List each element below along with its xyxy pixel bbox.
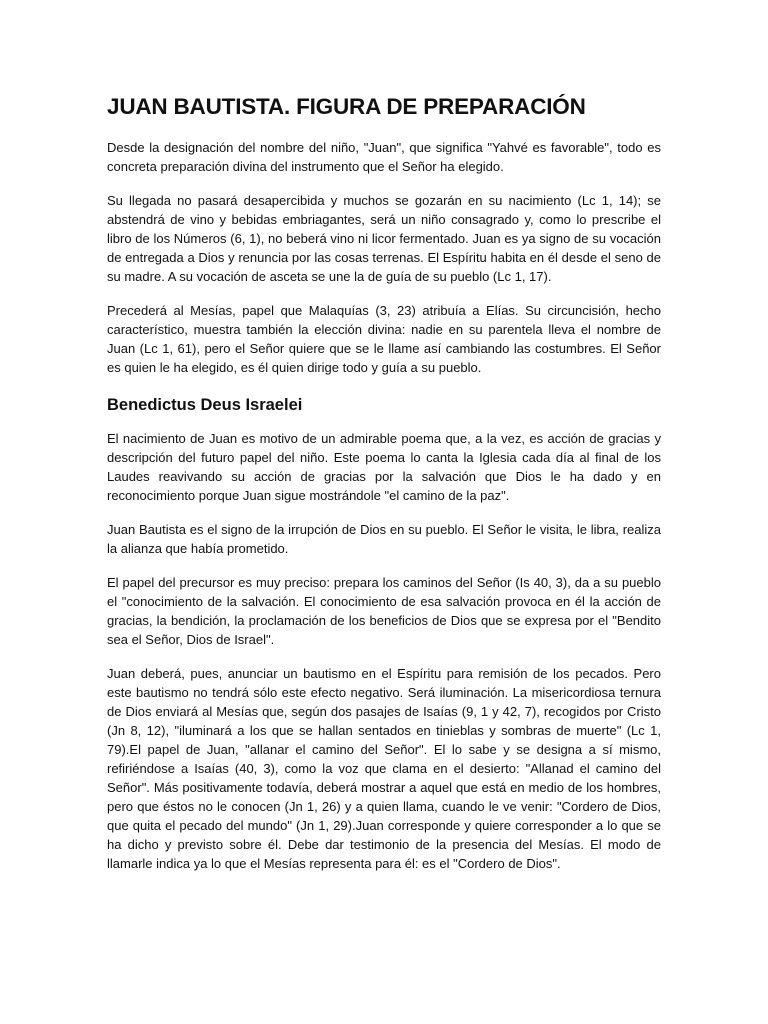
intro-paragraph-1: Desde la designación del nombre del niño, "Juan", que significa "Yahvé es favorable", todo es concreta preparación divina del instrumento que el Señor ha elegido. (107, 140, 661, 174)
intro-paragraph-3: Precederá al Mesías, papel que Malaquías (3, 23) atribuía a Elías. Su circuncisión, hecho característico, muestra también la elección divina: nadie en su parentela lleva el nombre de Juan (Lc 1, 61), pero el Señor quiere que se le llame así cambiando las costumbres. El Señor es quien le ha elegido, es él quien dirige todo y guía a su pueblo. (107, 303, 661, 375)
document-title: JUAN BAUTISTA. FIGURA DE PREPARACIÓN (107, 94, 586, 119)
section-heading: Benedictus Deus Israelei (107, 396, 303, 414)
section-paragraph-2: Juan Bautista es el signo de la irrupción de Dios en su pueblo. El Señor le visita, le libra, realiza la alianza que había prometido. (107, 522, 661, 556)
intro-paragraph-2: Su llegada no pasará desapercibida y muchos se gozarán en su nacimiento (Lc 1, 14); se abstendrá de vino y bebidas embriagantes, será un niño consagrado y, como lo prescribe el libro de los Números (6, 1), no beberá vino ni licor fermentado. Juan es ya signo de su vocación de entregada a Dios y renuncia por las cosas terrenas. El Espíritu habita en él desde el seno de su madre. A su vocación de asceta se une la de guía de su pueblo (Lc 1, 17). (107, 193, 661, 284)
section-paragraph-4: Juan deberá, pues, anunciar un bautismo en el Espíritu para remisión de los pecados. Pero este bautismo no tendrá sólo este efecto negativo. Será iluminación. La misericordiosa ternura de Dios enviará al Mesías que, según dos pasajes de Isaías (9, 1 y 42, 7), recogidos por Cristo (Jn 8, 12), "iluminará a los que se hallan sentados en tinieblas y sombras de muerte" (Lc 1, 79).El papel de Juan, "allanar el camino del Señor". El lo sabe y se designa a sí mismo, refiriéndose a Isaías (40, 3), como la voz que clama en el desierto: "Allanad el camino del Señor". Más positivamente todavía, deberá mostrar a aquel que está en medio de los hombres, pero que éstos no le conocen (Jn 1, 26) y a quien llama, cuando le ve venir: "Cordero de Dios, que quita el pecado del mundo" (Jn 1, 29).Juan corresponde y quiere corresponder a lo que se ha dicho y previsto sobre él. Debe dar testimonio de la presencia del Mesías. El modo de llamarle indica ya lo que el Mesías representa para él: es el "Cordero de Dios". (107, 666, 661, 871)
section-paragraph-3: El papel del precursor es muy preciso: prepara los caminos del Señor (Is 40, 3), da a su pueblo el "conocimiento de la salvación. El conocimiento de esa salvación provoca en él la acción de gracias, la bendición, la proclamación de los beneficios de Dios que se expresa por el "Bendito sea el Señor, Dios de Israel". (107, 575, 661, 647)
section-paragraph-1: El nacimiento de Juan es motivo de un admirable poema que, a la vez, es acción de gracias y descripción del futuro papel del niño. Este poema lo canta la Iglesia cada día al final de los Laudes reavivando su acción de gracias por la salvación que Dios le ha dado y en reconocimiento porque Juan sigue mostrándole "el camino de la paz". (107, 431, 661, 503)
document-page (107, 92, 661, 885)
